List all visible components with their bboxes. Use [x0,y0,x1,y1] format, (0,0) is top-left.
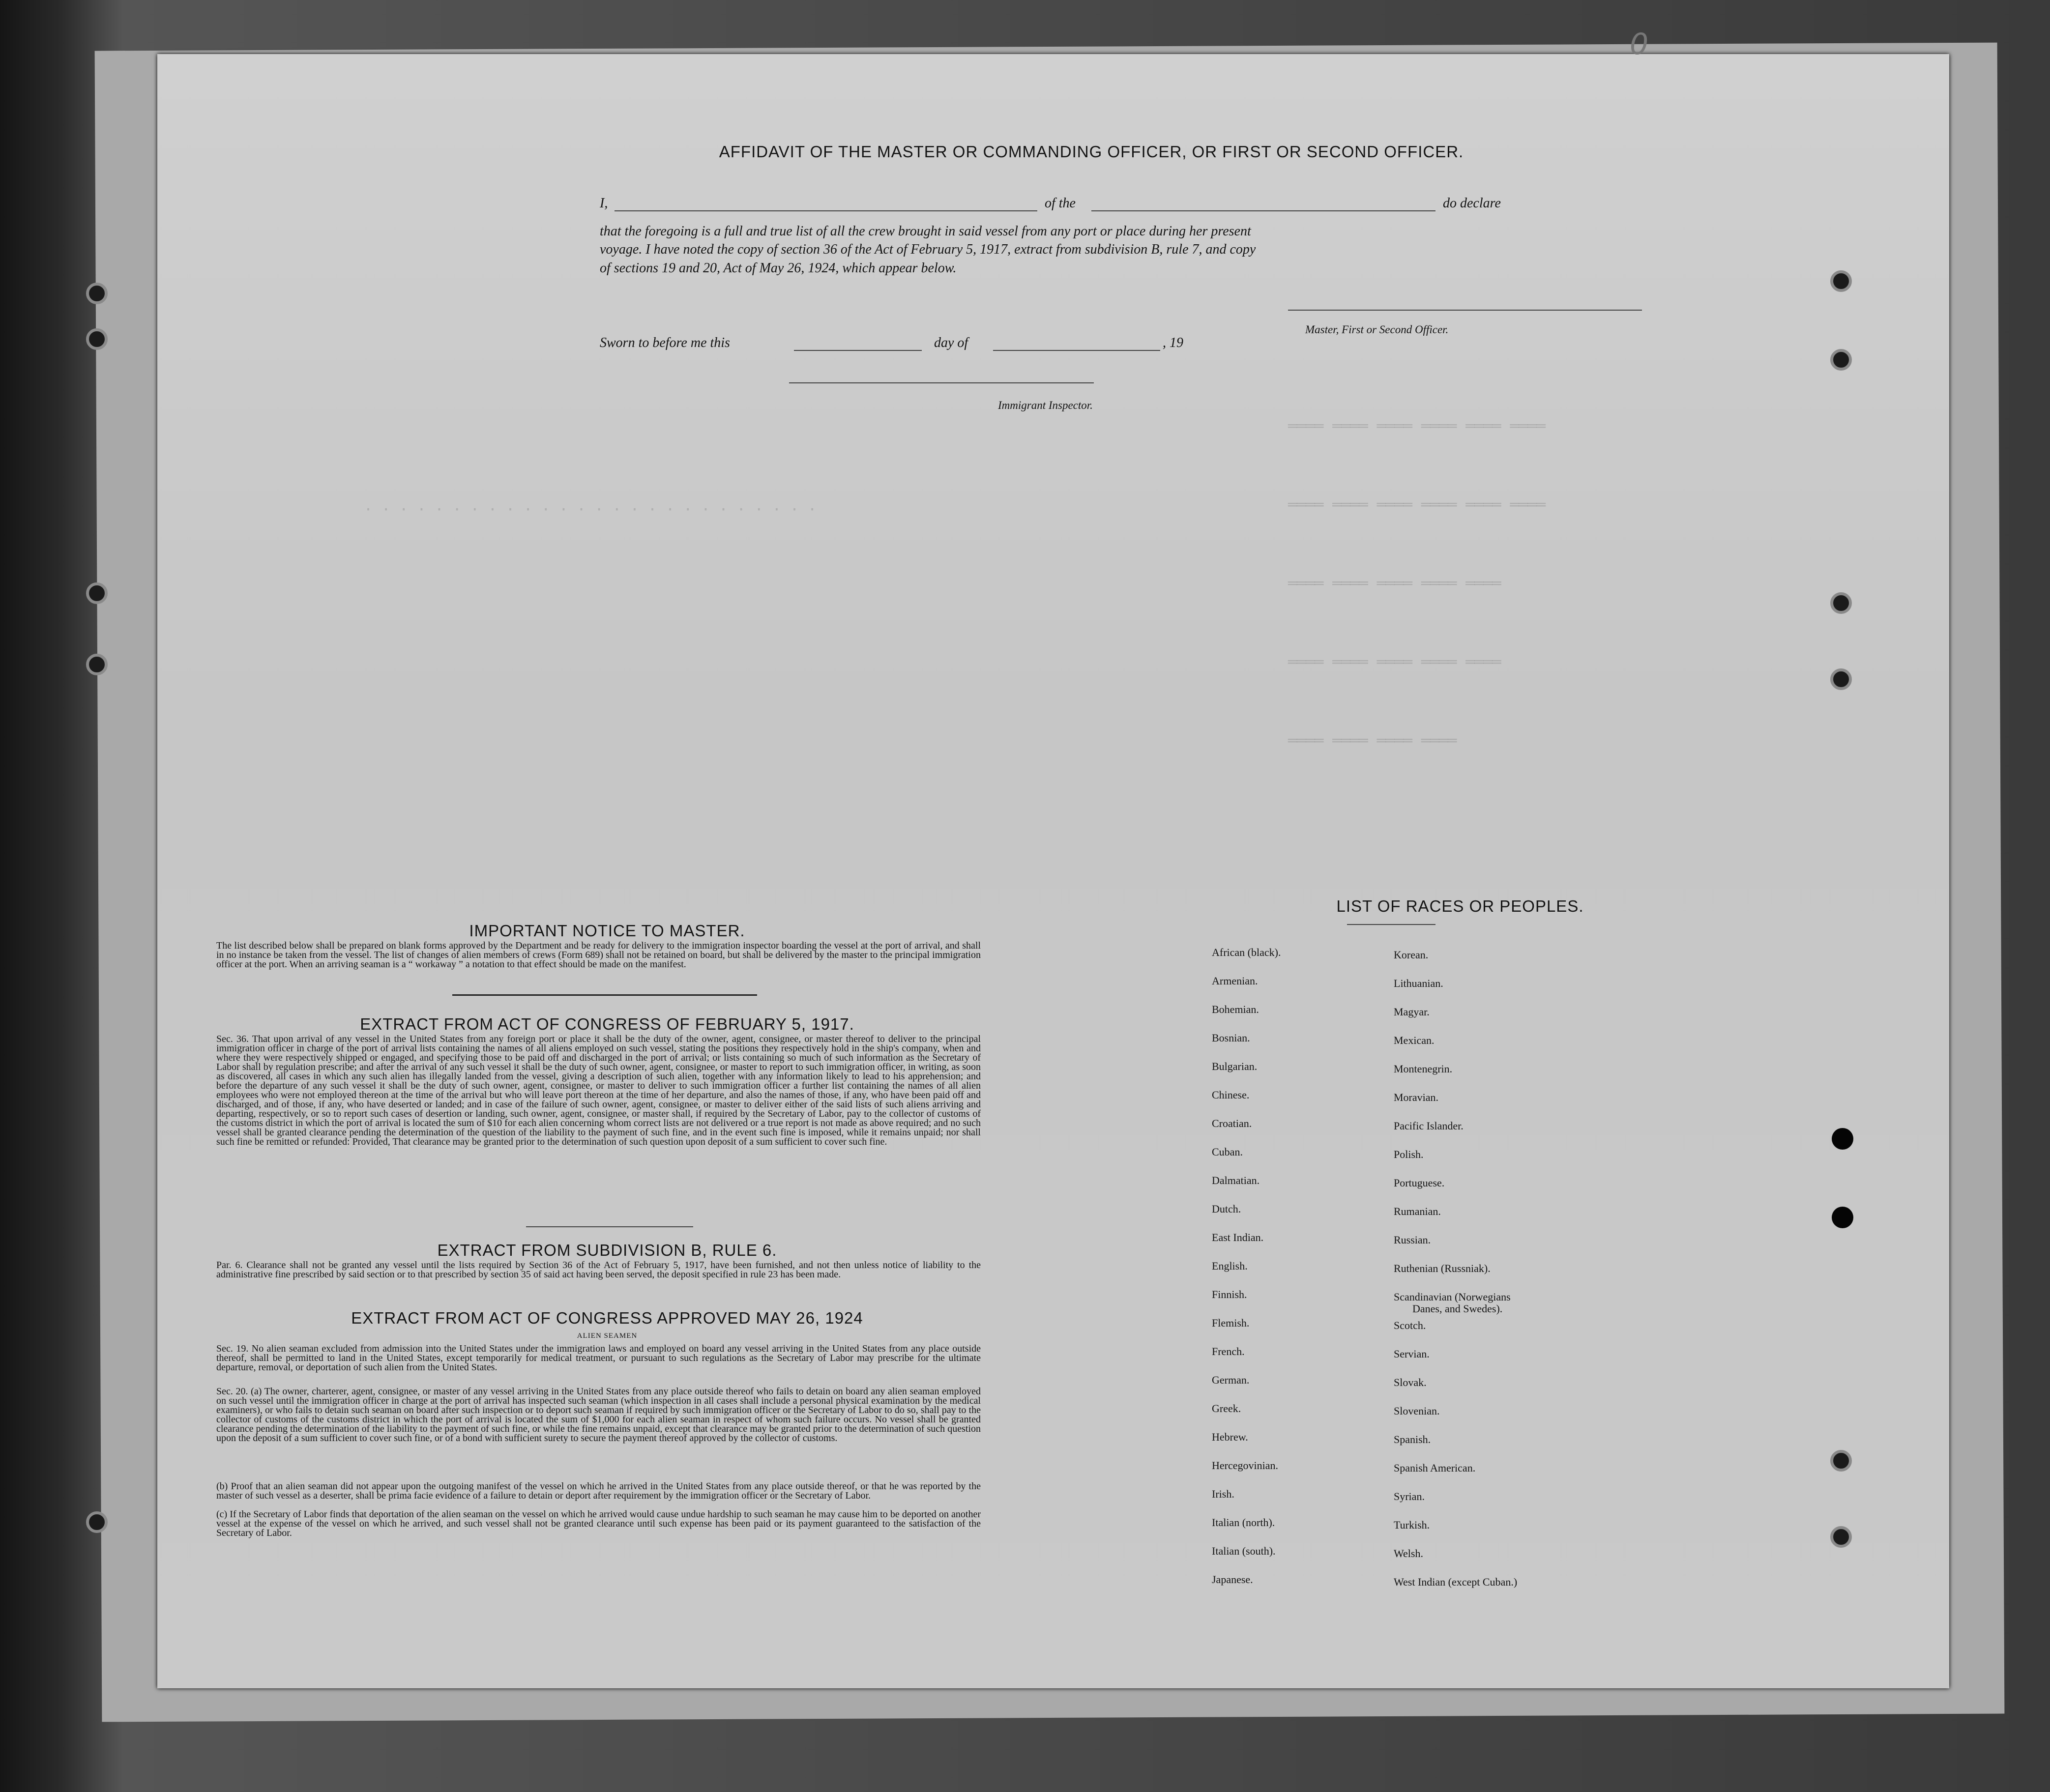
sworn-label: Sworn to before me this [600,335,730,350]
notice-text: The list described below shall be prepared on blank forms approved by the Department and be ready for delivery to the immigration inspector boarding the vessel at the port of arrival, and shall in no instance be taken from the vessel. The list of changes of alien members of crews (Form 689) shall not be retained on board, but shall be delivered by the master to the principal immigration officer at the port. When an arriving seaman is a “ workaway ” a notation to that effect should be made on the manifest. [216,940,981,970]
race-item: Hebrew. [1212,1431,1248,1443]
race-item: Chinese. [1212,1089,1250,1101]
race-item: Portuguese. [1394,1177,1445,1189]
binder-hole [86,328,108,350]
races-title: LIST OF RACES OR PEOPLES. [1336,897,1584,915]
race-item: Flemish. [1212,1317,1250,1329]
race-item: Irish. [1212,1488,1234,1500]
race-item: Polish. [1394,1148,1424,1160]
do-declare-label: do declare [1443,196,1501,211]
bleed-through-text: ════ ════ ════ ════ ════ [1288,575,1501,592]
binder-hole [86,654,108,675]
race-item: Russian. [1394,1234,1431,1246]
extract-1917-text: Sec. 36. That upon arrival of any vessel in the United States from any foreign port or place it shall be the duty of the owner, agent, consignee, or master thereof to deliver to the principal immigration officer in charge of the port of arrival lists containing the names of all aliens employed on such vessel, stating the positions they respectively hold in the ship's company, when and where they were respectively shipped or engaged, and specifying those to be paid off and discharged in the port of arrival; or lists containing so much of such information as the Secretary of Labor shall by regulation prescribe; and after the arrival of any such vessel it shall be the duty of such owner, agent, consignee, or master to report to such immigration officer, in writing, as soon as discovered, all cases in which any such alien has illegally landed from the vessel, giving a description of such alien, together with any information likely to lead to his apprehension; and before the departure of any such vessel it shall be the duty of such owner, agent, consignee, or master to deliver to such immigration officer a further list containing the names of all alien employees who were not employed thereon at the time of the arrival but who will leave port thereon at the time of her departure, and also the names of those, if any, who have been paid off and discharged, and of those, if any, who have deserted or landed; and in case of the failure of such owner, agent, consignee, or master to deliver either of the said lists of such aliens arriving and departing, respectively, or so to report such cases of desertion or landing, such owner, agent, consignee, or master shall, if required by the Secretary of Labor, pay to the collector of customs of the customs district in which the port of arrival is located the sum of $10 for each alien concerning whom correct lists are not delivered or a true report is not made as above required; and no such vessel shall be granted clearance pending the determination of the question of the liability to the payment of such fine, and in the event such fine is imposed, while it remains unpaid; nor shall such fine be remitted or refunded: Provided, That clearance may be granted prior to the determination of such question upon deposit of a sum sufficient to cover such fine. [216,1034,981,1147]
affidavit-page [157,54,1949,1688]
sheet-hole [1830,1526,1852,1548]
race-item: English. [1212,1260,1248,1272]
race-item: Danes, and Swedes). [1412,1302,1503,1315]
name-blank[interactable] [615,210,1037,211]
race-item: East Indian. [1212,1231,1264,1243]
race-item: Slovak. [1394,1376,1427,1388]
affidavit-line-3: of sections 19 and 20, Act of May 26, 1924, which appear below. [600,260,957,276]
rule6-text: Par. 6. Clearance shall not be granted any vessel until the lists required by Section 36 of the Act of February 5, 1917, have been furnished, and not then unless notice of liability to the administrative fine prescribed by said section or to that prescribed by section 35 of said act having been served, the deposit specified in rule 23 has been made. [216,1260,981,1280]
sec20a-text: Sec. 20. (a) The owner, charterer, agent, consignee, or master of any vessel arriving in the United States from any place outside thereof who fails to detain on board any alien seaman employed on such vessel until the immigration officer in charge at the port of arrival has inspected such seaman (which inspection in all cases shall include a personal physical examination by the medical examiners), or who fails to detain such seaman on board after such inspection or to deport such seaman if required by such immigration officer or the Secretary of Labor to do so, shall pay to the collector of customs of the customs district in which the port of arrival is located the sum of $1,000 for each alien seaman in respect of whom such failure occurs. No vessel shall be granted clearance pending the determination of the liability to the payment of such fine, or while the fine remains unpaid, except that clearance may be granted prior to the determination of such question upon the deposit of a sum sufficient to cover such fine, or of a bond with sufficient surety to secure the payment thereof approved by the collector of customs. [216,1386,981,1444]
bleed-through-text: · · · · · · · · · · · · · · · · · · · · · · · · · · [364,501,817,519]
affidavit-line-1: that the foregoing is a full and true list of all the crew brought in said vessel from any port or place during her present [600,224,1251,239]
sworn-month-blank[interactable] [993,350,1160,351]
race-item: Japanese. [1212,1573,1253,1586]
sec19-text: Sec. 19. No alien seaman excluded from admission into the United States under the immigration laws and employed on board any vessel arriving in the United States from any place outside thereof, shall be permitted to land in the United States, except temporarily for medical treatment, or pursuant to such regulations as the Secretary of Labor may prescribe for the ultimate departure, removal, or deportation of such alien from the United States. [216,1343,981,1373]
race-item: Hercegovinian. [1212,1459,1278,1472]
race-item: Welsh. [1394,1547,1423,1560]
vessel-blank[interactable] [1091,210,1435,211]
race-item: Rumanian. [1394,1205,1441,1217]
race-item: Syrian. [1394,1490,1425,1503]
bleed-through-text: ════ ════ ════ ════ ════ [1288,654,1501,671]
handwritten-mark: 0 [1630,27,1649,61]
year-label: , 19 [1163,335,1183,350]
binder-hole [86,283,108,304]
sheet-hole [1830,349,1852,371]
binder-hole [86,1511,108,1533]
sheet-hole [1830,592,1852,614]
race-item: Bulgarian. [1212,1060,1258,1072]
sheet-hole [1830,668,1852,690]
race-item: Lithuanian. [1394,977,1443,989]
inspector-signature-line[interactable] [789,382,1094,383]
sheet-hole [1830,270,1852,292]
inspector-label: Immigrant Inspector. [998,399,1093,411]
race-item: Servian. [1394,1348,1430,1360]
race-item: Italian (south). [1212,1545,1276,1557]
punch-hole [1832,1128,1853,1150]
notice-title: IMPORTANT NOTICE TO MASTER. [469,922,745,940]
bleed-through-text: ════ ════ ════ ════ [1288,732,1457,750]
race-item: German. [1212,1374,1250,1386]
race-item: Armenian. [1212,975,1258,987]
race-item: Finnish. [1212,1288,1247,1301]
extract-1917-title: EXTRACT FROM ACT OF CONGRESS OF FEBRUARY 5, 1917. [360,1015,854,1033]
divider [452,994,757,996]
affidavit-line-2: voyage. I have noted the copy of section 36 of the Act of February 5, 1917, extract from subdivision B, rule 7, and copy [600,242,1256,257]
race-item: Scotch. [1394,1319,1426,1331]
race-item: Moravian. [1394,1091,1439,1103]
race-item: Bosnian. [1212,1032,1250,1044]
race-item: Scandinavian (Norwegians [1394,1291,1511,1303]
race-item: Magyar. [1394,1006,1430,1018]
binder-hole [86,582,108,604]
punch-hole [1832,1207,1853,1228]
race-item: African (black). [1212,946,1281,958]
day-of-label: day of [934,335,968,350]
extract-1924-title: EXTRACT FROM ACT OF CONGRESS APPROVED MAY 26, 1924 [351,1309,863,1327]
race-item: Turkish. [1394,1519,1430,1531]
race-item: West Indian (except Cuban.) [1394,1576,1518,1588]
race-item: Dalmatian. [1212,1174,1260,1186]
race-item: Croatian. [1212,1117,1252,1129]
race-item: French. [1212,1345,1245,1358]
affidavit-title: AFFIDAVIT OF THE MASTER OR COMMANDING OFFICER, OR FIRST OR SECOND OFFICER. [719,143,1464,161]
race-item: Spanish. [1394,1433,1431,1445]
sec20b-text: (b) Proof that an alien seaman did not appear upon the outgoing manifest of the vessel on which he arrived in the United States from any place outside thereof, or that he was reported by the master of such vessel as a deserter, shall be prima facie evidence of a failure to detain or deport after requirement by the immigration officer or the Secretary of Labor. [216,1481,981,1501]
divider [1347,924,1435,925]
race-item: Mexican. [1394,1034,1435,1046]
sheet-hole [1830,1450,1852,1472]
i-label: I, [600,196,608,211]
bleed-through-text: ════ ════ ════ ════ ════ ════ [1288,496,1546,514]
sworn-line [600,335,1337,355]
sworn-day-blank[interactable] [794,350,922,351]
race-item: Greek. [1212,1402,1241,1415]
master-signature-label: Master, First or Second Officer. [1305,323,1449,336]
rule6-title: EXTRACT FROM SUBDIVISION B, RULE 6. [437,1241,777,1259]
alien-seamen-subtitle: ALIEN SEAMEN [577,1332,638,1340]
master-signature-line[interactable] [1288,310,1642,311]
divider [526,1226,693,1227]
race-item: Dutch. [1212,1203,1241,1215]
race-item: Italian (north). [1212,1516,1275,1529]
of-the-label: of the [1045,196,1076,211]
sec20c-text: (c) If the Secretary of Labor finds that deportation of the alien seaman on the vessel on which he arrived would cause undue hardship to such seaman he may cause him to be deported on another vessel at the expense of the vessel on which he arrived, and such vessel shall not be granted clearance until such expense has been paid or its payment guaranteed to the satisfaction of the Secretary of Labor. [216,1509,981,1538]
race-item: Spanish American. [1394,1462,1476,1474]
race-item: Cuban. [1212,1146,1243,1158]
race-item: Pacific Islander. [1394,1120,1464,1132]
declarant-line [600,196,1681,215]
race-item: Ruthenian (Russniak). [1394,1262,1491,1274]
race-item: Korean. [1394,949,1429,961]
race-item: Bohemian. [1212,1003,1259,1015]
bleed-through-text: ════ ════ ════ ════ ════ ════ [1288,418,1546,435]
race-item: Slovenian. [1394,1405,1440,1417]
race-item: Montenegrin. [1394,1063,1453,1075]
